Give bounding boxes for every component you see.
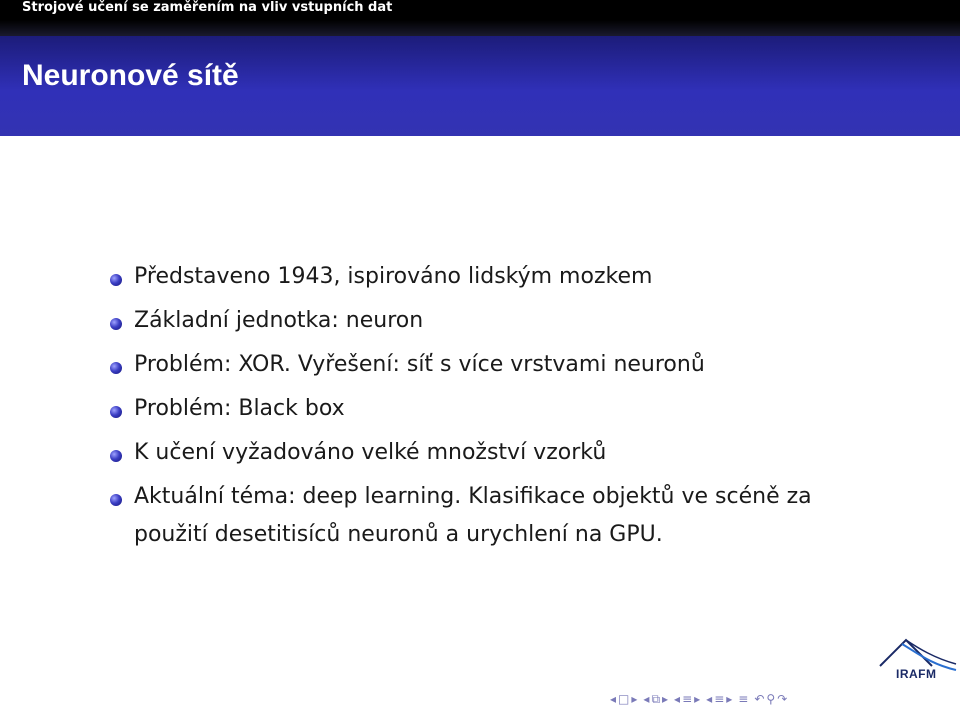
subsection-prev-icon[interactable]: ◂ [674, 692, 681, 706]
bullet-icon [110, 494, 122, 506]
irafm-logo [872, 634, 958, 694]
slide-prev-icon[interactable]: ◂ [643, 692, 650, 706]
frame-title-bar [0, 36, 960, 136]
bullet-text-line2: použití desetitisíců neuronů a urychlení na GPU. [134, 522, 663, 547]
bullet-icon [110, 450, 122, 462]
frame-icon[interactable]: □ [618, 692, 630, 706]
forward-icon[interactable]: ↷ [777, 692, 788, 706]
bullet-text: Základní jednotka: neuron [134, 308, 424, 333]
bullet-list [110, 266, 910, 568]
list-item [110, 354, 910, 376]
frame-next-icon[interactable]: ▸ [631, 692, 638, 706]
logo-text: IRAFM [896, 667, 937, 681]
toc-icon[interactable]: ≡ [738, 692, 749, 706]
section-icon[interactable]: ≡ [714, 692, 725, 706]
back-icon[interactable]: ↶ [754, 692, 765, 706]
bullet-text: K učení vyžadováno velké množství vzorků [134, 440, 607, 465]
bullet-text: Problém: Black box [134, 396, 345, 421]
slide-next-icon[interactable]: ▸ [662, 692, 669, 706]
bullet-text-line1: Aktuální téma: deep learning. Klasifikace objektů ve scéně za [134, 484, 812, 509]
section-prev-icon[interactable]: ◂ [706, 692, 713, 706]
list-item [110, 266, 910, 288]
frame-prev-icon[interactable]: ◂ [610, 692, 617, 706]
list-item [110, 486, 910, 546]
list-item [110, 442, 910, 464]
frame-title: Neuronové sítě [22, 59, 239, 92]
search-icon[interactable]: ⚲ [766, 692, 776, 706]
bullet-text: Představeno 1943, ispirováno lidským mozkem [134, 264, 653, 289]
slide-icon[interactable]: ⧉ [651, 692, 661, 706]
subsection-icon[interactable]: ≡ [682, 692, 693, 706]
subsection-next-icon[interactable]: ▸ [694, 692, 701, 706]
section-next-icon[interactable]: ▸ [726, 692, 733, 706]
bullet-text: Problém: XOR. Vyřešení: síť s více vrstvami neuronů [134, 352, 705, 377]
section-title: Strojové učení se zaměřením na vliv vstupních dat [22, 0, 393, 15]
bullet-icon [110, 362, 122, 374]
bullet-icon [110, 406, 122, 418]
beamer-navigation [610, 690, 787, 708]
bullet-icon [110, 274, 122, 286]
bullet-icon [110, 318, 122, 330]
list-item [110, 398, 910, 420]
list-item [110, 310, 910, 332]
header-bar [0, 0, 960, 36]
